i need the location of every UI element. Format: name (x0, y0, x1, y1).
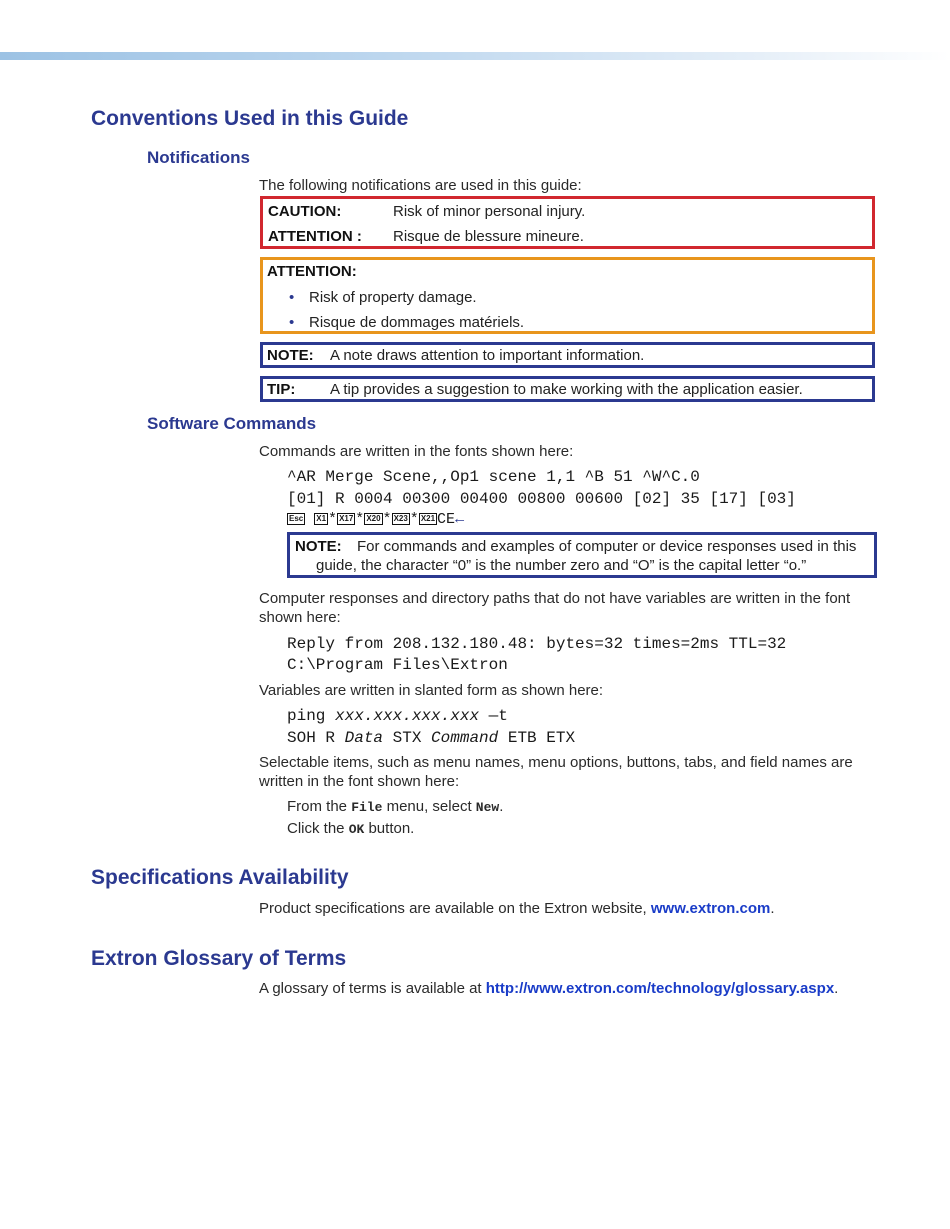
var2-variable: Data (344, 729, 384, 747)
glossary-text (259, 980, 838, 997)
x21-key-icon: X21 (420, 514, 436, 523)
var1-command: ping (287, 707, 336, 725)
specifications-text (259, 900, 775, 917)
var2-part: STX (383, 729, 432, 747)
commands-intro: Commands are written in the fonts shown here: (259, 443, 574, 460)
software-note-line-2: guide, the character “0” is the number zero and “O” is the capital letter “o.” (316, 557, 807, 574)
responses-intro-line-2: shown here: (259, 609, 341, 626)
sel1-text: From the (287, 798, 352, 815)
note-box (260, 342, 875, 368)
selectable-example-1 (287, 798, 503, 815)
software-note-line-1: For commands and examples of computer or device responses used in this (357, 538, 857, 555)
glossary-heading: Extron Glossary of Terms (91, 947, 347, 970)
responses-intro-line-1: Computer responses and directory paths that do not have variables are written in the font (259, 590, 851, 607)
attention-item: Risk of property damage. (309, 289, 477, 306)
var2-part: ETB ETX (498, 729, 576, 747)
software-commands-heading: Software Commands (147, 414, 317, 433)
separator: * (328, 511, 338, 528)
glossary-period: . (834, 980, 839, 997)
x20-key-icon: X20 (366, 514, 381, 523)
return-arrow-icon: ← (455, 511, 465, 528)
sel2-text: Click the (287, 820, 349, 837)
bullet-icon: • (289, 289, 295, 306)
selectable-intro-line-2: written in the font shown here: (259, 773, 460, 790)
note-text: A note draws attention to important information. (330, 347, 645, 364)
x23-key-icon: X23 (393, 514, 408, 523)
variable-example-1 (287, 707, 508, 725)
glossary-sentence: A glossary of terms is available at (259, 980, 486, 997)
command-tail: CE (437, 511, 456, 528)
sel1-option: New (475, 800, 500, 815)
selectable-example-2 (287, 820, 414, 837)
tip-box (260, 376, 875, 402)
software-note-label: NOTE: (295, 538, 342, 555)
sel2-button: OK (348, 822, 365, 837)
tip-label: TIP: (267, 381, 296, 398)
response-example-2: C:\Program Files\Extron (287, 656, 508, 674)
specifications-heading: Specifications Availability (91, 866, 349, 889)
sel1-text: menu, select (382, 798, 476, 815)
var1-tail: —t (479, 707, 508, 725)
caution-box (260, 196, 875, 249)
attention-fr-text: Risque de blessure mineure. (393, 228, 584, 245)
sel1-text: . (499, 798, 504, 815)
extron-website-link[interactable]: www.extron.com (650, 900, 771, 917)
separator: * (409, 511, 419, 528)
esc-key-icon: Esc (289, 514, 304, 523)
attention-item: Risque de dommages matériels. (309, 314, 525, 331)
var2-part: SOH R (287, 729, 345, 747)
x1-key-icon: X1 (316, 514, 327, 523)
var2-variable: Command (431, 729, 499, 747)
glossary-link[interactable]: http://www.extron.com/technology/glossary.aspx (485, 980, 835, 997)
conventions-heading: Conventions Used in this Guide (91, 107, 409, 130)
separator: * (355, 511, 365, 528)
attention-label: ATTENTION: (267, 263, 357, 280)
software-note-box (287, 532, 877, 578)
specs-period: . (770, 900, 775, 917)
command-example-1: ^AR Merge Scene,,Op1 scene 1,1 ^B 51 ^W^C.0 (287, 468, 700, 486)
attention-fr-label: ATTENTION : (268, 228, 362, 245)
notifications-heading: Notifications (147, 148, 250, 167)
variable-example-2 (287, 729, 575, 747)
command-example-3 (287, 511, 464, 528)
caution-label: CAUTION: (268, 203, 342, 220)
bullet-icon: • (289, 314, 295, 331)
header-gradient-bar (0, 52, 950, 60)
command-example-2: [01] R 0004 00300 00400 00800 00600 [02] 35 [17] [03] (287, 490, 796, 508)
caution-text: Risk of minor personal injury. (393, 203, 586, 220)
notifications-intro: The following notifications are used in this guide: (259, 177, 582, 194)
selectable-intro-line-1: Selectable items, such as menu names, menu options, buttons, tabs, and field names are (259, 754, 853, 771)
response-example-1: Reply from 208.132.180.48: bytes=32 times=2ms TTL=32 (287, 635, 787, 653)
tip-text: A tip provides a suggestion to make working with the application easier. (330, 381, 803, 398)
variables-intro: Variables are written in slanted form as shown here: (259, 682, 604, 699)
separator: * (382, 511, 392, 528)
sel1-menu: File (351, 800, 383, 815)
attention-box (260, 257, 875, 334)
specs-sentence: Product specifications are available on the Extron website, (259, 900, 651, 917)
var1-variable: xxx.xxx.xxx.xxx (335, 707, 480, 725)
sel2-text: button. (364, 820, 415, 837)
x17-key-icon: X17 (339, 514, 354, 523)
note-label: NOTE: (267, 347, 314, 364)
